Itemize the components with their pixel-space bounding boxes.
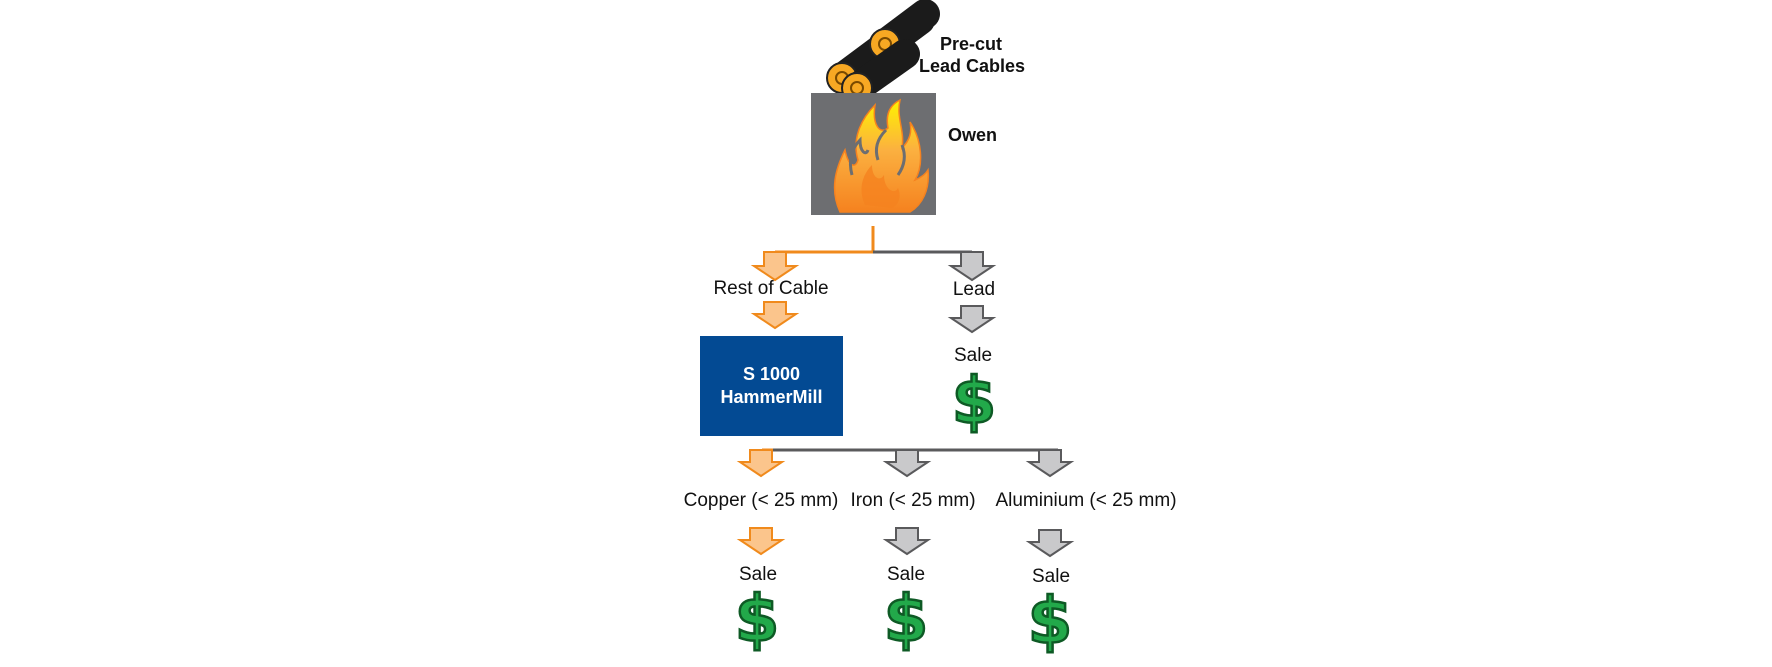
aluminium-label: Aluminium (< 25 mm) [995, 490, 1177, 511]
copper-sale-dollar-icon: $ [734, 583, 780, 657]
aluminium-sale-label: Sale [1031, 566, 1071, 587]
arrow-copper-to-sale [740, 528, 782, 554]
lead-label: Lead [952, 279, 996, 300]
iron-sale-label: Sale [886, 564, 926, 585]
aluminium-sale-dollar-icon: $ [1027, 585, 1073, 659]
lead-sale-dollar-icon: $ [951, 365, 997, 439]
arrow-iron-to-sale [886, 528, 928, 554]
oven-label: Owen [948, 125, 998, 145]
arrow-iron [886, 450, 928, 476]
mill-line1: S 1000 [742, 363, 801, 384]
arrow-lead [951, 252, 993, 280]
copper-label: Copper (< 25 mm) [683, 490, 839, 511]
arrow-lead-to-sale [951, 306, 993, 332]
input-label-line1: Pre-cut [940, 34, 1003, 54]
arrow-aluminium [1029, 450, 1071, 476]
arrow-rest-of-cable [754, 252, 796, 280]
arrow-copper [740, 450, 782, 476]
hammer-mill-box [700, 336, 843, 436]
mill-line2: HammerMill [720, 387, 823, 407]
iron-label: Iron (< 25 mm) [850, 490, 976, 511]
input-label [919, 34, 1026, 77]
arrow-to-mill [754, 302, 796, 328]
rest-of-cable-label: Rest of Cable [713, 278, 829, 299]
arrow-aluminium-to-sale [1029, 530, 1071, 556]
input-label-line2: Lead Cables [919, 55, 1026, 76]
split-lines [775, 226, 972, 252]
copper-sale-label: Sale [738, 564, 778, 585]
lead-sale-label: Sale [953, 345, 993, 366]
lead-cables-icon [827, 14, 925, 103]
iron-sale-dollar-icon: $ [883, 583, 929, 657]
